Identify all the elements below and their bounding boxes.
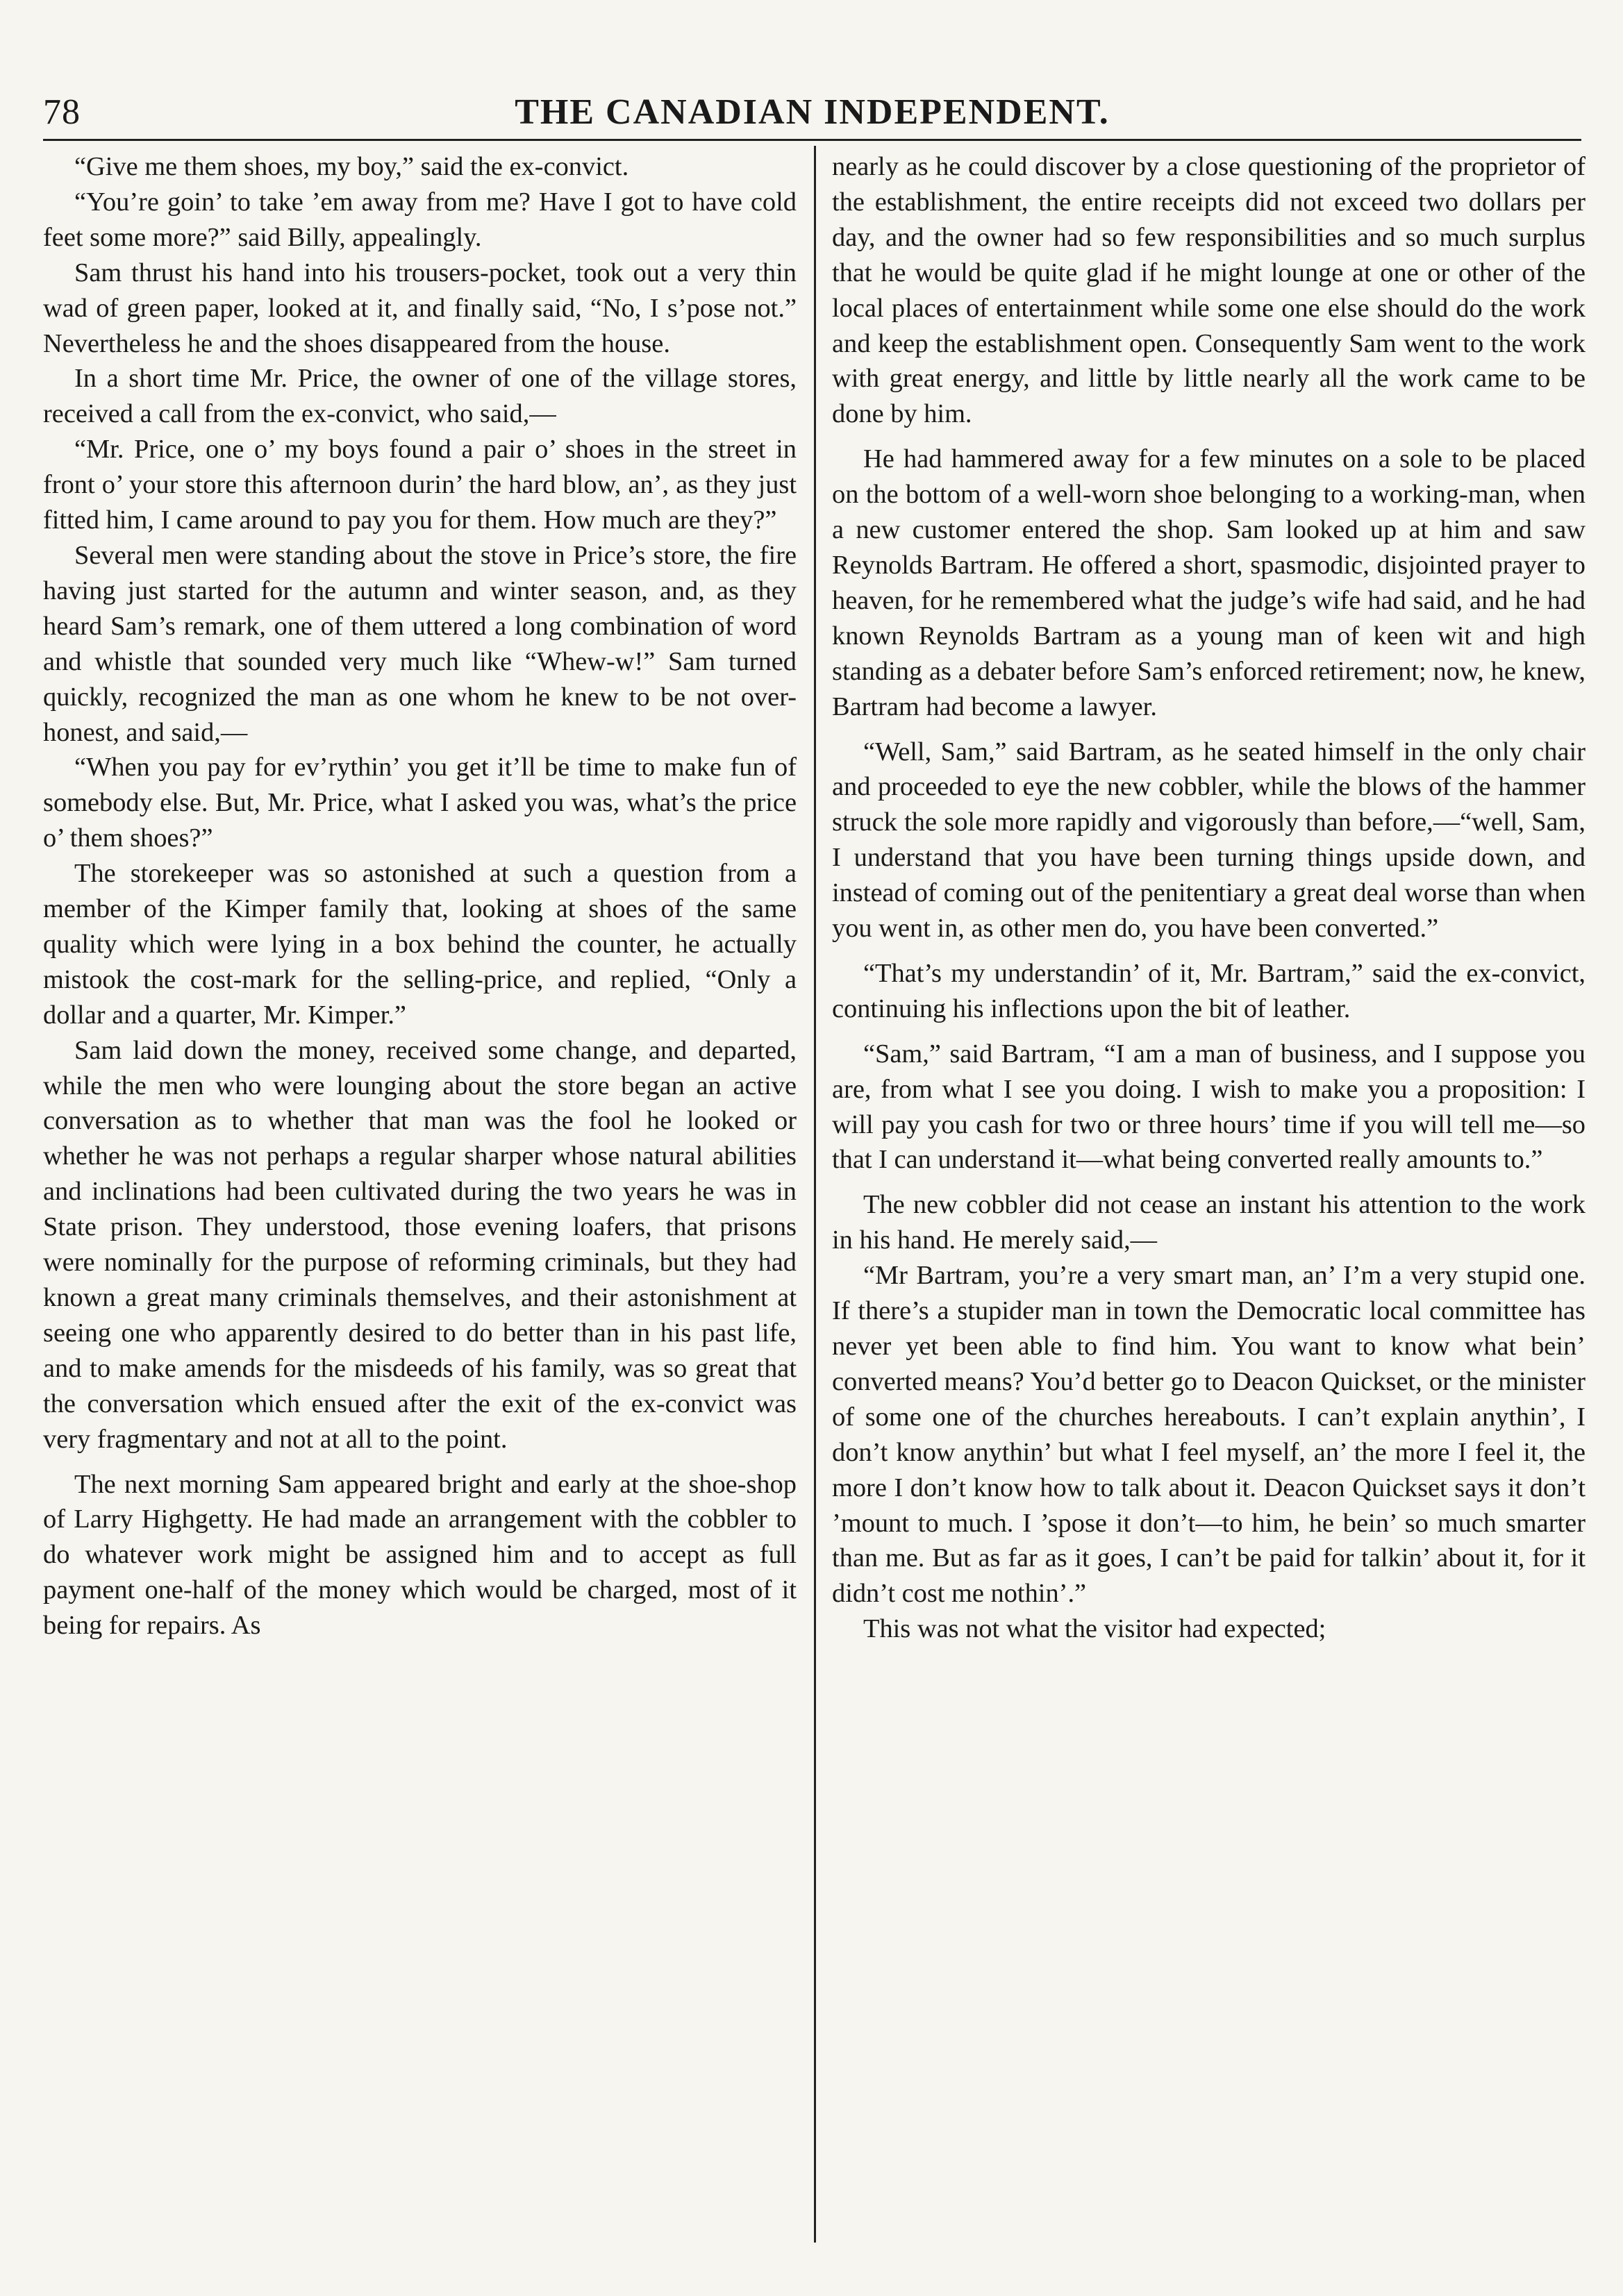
paragraph: In a short time Mr. Price, the owner of one of the village stores, received a call from the ex-convict, who said,— [43,364,797,429]
paragraph: Sam laid down the money, received some change, and departed, while the men who were lounging about the store began an active conversation as to whether that man was the fool he looked or whether he was not perhaps a regular sharper whose natural abilities and inclinations had been cultivated during the two years he was in State prison. They understood, those evening loafers, that prisons were nominally for the purpose of reforming criminals, but they had known a great many criminals themselves, and their astonishment at seeing one who apparently desired to do better than in his past life, and to make amends for the misdeeds of his family, was so great that the conversation which ensued after the exit of the ex-convict was very fragmentary and not at all to the point. [43,1035,797,1454]
paragraph: “You’re goin’ to take ’em away from me? Have I got to have cold feet some more?” said Billy, appealingly. [43,187,797,252]
paragraph: “Give me them shoes, my boy,” said the ex-convict. [74,152,629,181]
paragraph: “That’s my understandin’ of it, Mr. Bartram,” said the ex-convict, continuing his inflections upon the bit of leather. [832,958,1585,1023]
paragraph: nearly as he could discover by a close questioning of the proprietor of the establishment, the entire receipts did not exceed two dollars per day, and the owner had so few responsibilities and so much surplus that he would be quite glad if he might lounge at one or other of the local places of entertainment while some one else should do the work and keep the establishment open. Consequently Sam went to the work with great energy, and little by little nearly all the work came to be done by him. [832,152,1585,429]
paragraph: “Mr Bartram, you’re a very smart man, an’ I’m a very stupid one. If there’s a stupider man in town the Democratic local committee has never yet been able to find him. You want to know what bein’ converted means? You’d better go to Deacon Quickset, or the minister of some one of the churches hereabouts. I can’t explain anythin’, I don’t know anythin’ but what I feel myself, an’ the more I feel it, the more I don’t know how to talk about it. Deacon Quickset says it don’t ’mount to much. I ’spose it don’t—to him, he bein’ so much smarter than me. But as far as it goes, I can’t be paid for talkin’ about it, for it didn’t cost me nothin’.” [832,1261,1585,1609]
paragraph: This was not what the visitor had expected; [863,1614,1326,1644]
left-column [43,149,797,1643]
header-rule [43,139,1581,141]
paragraph: Sam thrust his hand into his trousers-pocket, took out a very thin wad of green paper, looked at it, and finally said, “No, I s’pose not.” Nevertheless he and the shoes disappeared from the house. [43,258,797,358]
column-divider [814,146,816,2243]
paragraph: “Well, Sam,” said Bartram, as he seated himself in the only chair and proceeded to eye the new cobbler, while the blows of the hammer struck the sole more rapidly and vigorously than before,—“well, Sam, I understand that you have been turning things upside down, and instead of coming out of the penitentiary a great deal worse than when you went in, as other men do, you have been converted.” [832,737,1585,944]
page-number: 78 [43,92,81,132]
paragraph: He had hammered away for a few minutes on a sole to be placed on the bottom of a well-worn shoe belonging to a working-man, when a new customer entered the shop. Sam looked up at him and saw Reynolds Bartram. He offered a short, spasmodic, disjointed prayer to heaven, for he remembered what the judge’s wife had said, and he had known Reynolds Bartram as a young man of keen wit and high standing as a debater before Sam’s enforced retirement; now, he knew, Bartram had become a lawyer. [832,444,1585,721]
paragraph: “When you pay for ev’rythin’ you get it’ll be time to make fun of somebody else. But, Mr. Price, what I asked you was, what’s the price o’ them shoes?” [43,753,797,853]
paragraph: Several men were standing about the stove in Price’s store, the fire having just started for the autumn and winter season, and, as they heard Sam’s remark, one of them uttered a long combination of word and whistle that sounded very much like “Whew-w!” Sam turned quickly, recognized the man as one whom he knew to be not over-honest, and said,— [43,540,797,747]
paragraph: The new cobbler did not cease an instant his attention to the work in his hand. He merely said,— [832,1190,1585,1255]
paragraph: The storekeeper was so astonished at such a question from a member of the Kimper family that, looking at shoes of the same quality which were lying in a box behind the counter, he actually mistook the cost-mark for the selling-price, and replied, “Only a dollar and a quarter, Mr. Kimper.” [43,859,797,1030]
paragraph: “Sam,” said Bartram, “I am a man of business, and I suppose you are, from what I see you doing. I wish to make you a proposition: I will pay you cash for two or three hours’ time if you will tell me—so that I can understand it—what being converted really amounts to.” [832,1039,1585,1175]
paragraph: “Mr. Price, one o’ my boys found a pair o’ shoes in the street in front o’ your store this afternoon durin’ the hard blow, an’, as they just fitted him, I came around to pay you for them. How much are they?” [43,435,797,535]
right-column [832,149,1585,1647]
paragraph: The next morning Sam appeared bright and early at the shoe-shop of Larry Highgetty. He had made an arrangement with the cobbler to do whatever work might be assigned him and to accept as full payment one-half of the money which would be charged, most of it being for repairs. As [43,1469,797,1641]
publication-title: THE CANADIAN INDEPENDENT. [515,92,1110,132]
page-header [43,82,1581,143]
